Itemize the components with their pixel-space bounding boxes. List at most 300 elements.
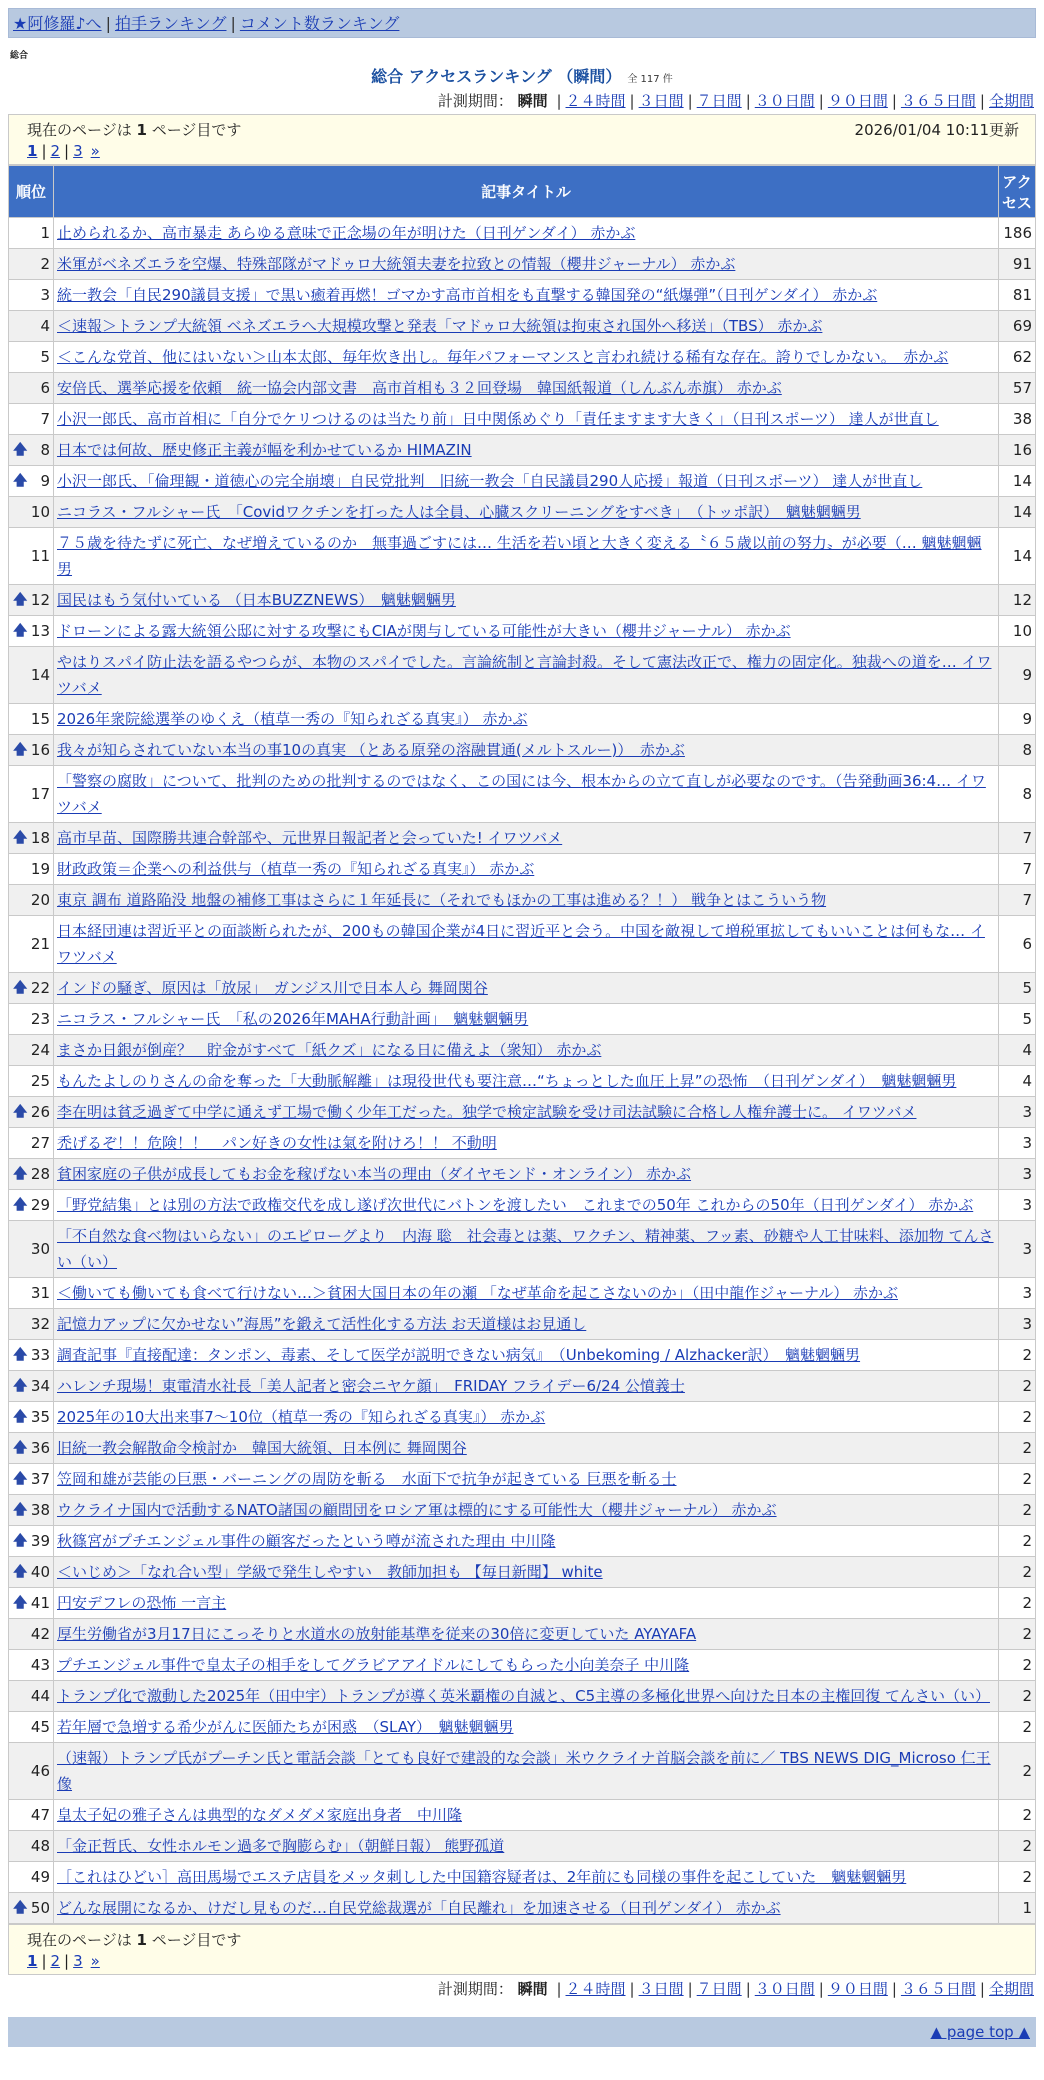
title-cell [54,1588,999,1619]
access-count: 2 [999,1495,1036,1526]
access-count: 2 [999,1681,1036,1712]
title-cell [54,218,999,249]
article-link[interactable]: 円安デフレの恐怖 一言主 [57,1594,227,1612]
rank-cell [9,1221,54,1278]
period-link[interactable]: ９０日間 [827,1980,888,1998]
article-link[interactable]: 貧困家庭の子供が成長してもお金を稼げない本当の理由（ダイヤモンド・オンライン） 赤かぶ [57,1165,692,1183]
home-link[interactable]: ★阿修羅♪へ [13,14,102,33]
up-arrow-icon: 🡅 [13,1502,28,1518]
article-link[interactable]: ハレンチ現場！東電清水社長「美人記者と密会ニヤケ顔」 FRIDAY フライデー6/24 公憤義士 [57,1377,685,1395]
title-cell [54,435,999,466]
up-arrow-icon: 🡅 [13,1564,28,1580]
table-row [9,616,1036,647]
category-label: 総合 [10,51,29,61]
article-link[interactable]: 国民はもう気付いている （日本BUZZNEWS） 魑魅魍魎男 [57,591,456,609]
access-count: 9 [999,704,1036,735]
rank-number: 45 [30,1718,50,1736]
article-link[interactable]: 「警察の腐敗」について、批判のための批判するのではなく、この国には今、根本からの立て直しが必要なのです。（告発動画36:4… イワツバメ [57,772,986,816]
table-row [9,1004,1036,1035]
title-cell [54,1035,999,1066]
period-current: 瞬間 [517,92,548,110]
up-arrow-icon: 🡅 [13,980,28,996]
period-selector-bottom [8,1978,1036,1999]
rank-number: 12 [30,591,50,609]
rank-cell [9,1035,54,1066]
rank-number: 31 [30,1284,50,1302]
up-arrow-icon: 🡅 [13,442,28,458]
top-nav-bar [8,8,1036,38]
title-cell [54,1893,999,1924]
article-link[interactable]: ウクライナ国内で活動するNATO諸国の顧問団をロシア軍は標的にする可能性大（櫻井ジャーナル） 赤かぶ [57,1501,777,1519]
article-link[interactable]: 我々が知らされていない本当の事10の真実 （とある原発の溶融貫通(メルトスルー)） 赤かぶ [57,741,685,759]
table-row [9,311,1036,342]
access-count: 14 [999,497,1036,528]
up-arrow-icon: 🡅 [13,592,28,608]
table-row [9,1893,1036,1924]
period-label: 計測期間： [437,1980,513,1998]
table-row [9,1128,1036,1159]
article-link[interactable]: どんな展開になるか、けだし見ものだ…自民党総裁選が「自民離れ」を加速させる（日刊ゲンダイ） 赤かぶ [57,1899,781,1917]
access-count: 2 [999,1340,1036,1371]
article-link[interactable]: 調査記事『直接配達：タンポン、毒素、そして医学が説明できない病気』 （Unbekoming / Alzhacker訳） 魑魅魍魎男 [57,1346,861,1364]
title-cell [54,616,999,647]
rank-number: 36 [30,1439,50,1457]
rank-number: 43 [30,1656,50,1674]
period-link[interactable]: ３日間 [638,92,684,110]
article-link[interactable]: プチエンジェル事件で皇太子の相手をしてグラビアアイドルにしてもらった小向美奈子 中川隆 [57,1656,690,1674]
title-cell [54,249,999,280]
period-link[interactable]: 全期間 [988,92,1034,110]
page-status: 現在のページは 1 ページ目です [27,120,242,139]
rank-cell [9,1712,54,1743]
rank-cell [9,1066,54,1097]
table-row [9,373,1036,404]
access-count: 2 [999,1712,1036,1743]
title-cell [54,704,999,735]
rank-number: 16 [30,741,50,759]
rank-number: 27 [30,1134,50,1152]
access-count: 2 [999,1464,1036,1495]
up-arrow-icon: 🡅 [13,1166,28,1182]
table-row [9,885,1036,916]
title-cell [54,1097,999,1128]
article-link[interactable]: ニコラス・フルシャー氏 「Covidワクチンを打った人は全員、心臓スクリーニングをすべき」 （トッポ訳） 魑魅魍魎男 [57,503,861,521]
rank-number: 13 [30,622,50,640]
title-cell [54,1712,999,1743]
next-page-link[interactable]: » [90,1952,100,1970]
title-cell [54,885,999,916]
rank-cell [9,218,54,249]
nav-separator: | [230,14,236,33]
next-page-link[interactable]: » [90,142,100,160]
table-row [9,1190,1036,1221]
table-row [9,1800,1036,1831]
page-link-3[interactable]: 3 [73,142,83,160]
rank-number: 38 [30,1501,50,1519]
rank-cell [9,1743,54,1800]
page-separator: | [64,142,70,160]
pager-top [8,114,1036,165]
article-link[interactable]: 東京 調布 道路陥没 地盤の補修工事はさらに１年延長に（それでもほかの工事は進める？！） 戦争とはこういう物 [57,891,827,909]
access-count: 81 [999,280,1036,311]
access-count: 7 [999,823,1036,854]
rank-number: 19 [30,860,50,878]
title-cell [54,1128,999,1159]
table-row [9,1278,1036,1309]
table-row [9,1035,1036,1066]
rank-cell [9,1464,54,1495]
nav-separator: | [105,14,111,33]
article-link[interactable]: 禿げるぞ！！危険！！ パン好きの女性は氣を附けろ！！ 不動明 [57,1134,497,1152]
table-row [9,1650,1036,1681]
article-link[interactable]: ７５歳を待たずに死亡、なぜ増えているのか 無事過ごすには… 生活を若い頃と大きく変える〝６５歳以前の努力〟が必要（… 魑魅魍魎男 [57,534,982,578]
access-count: 4 [999,1035,1036,1066]
bottom-bar [8,2017,1036,2047]
table-row [9,1526,1036,1557]
period-link[interactable]: ３０日間 [754,1980,815,1998]
rank-cell [9,585,54,616]
rank-cell [9,616,54,647]
access-count: 3 [999,1190,1036,1221]
period-link[interactable]: ７日間 [696,1980,742,1998]
title-cell [54,647,999,704]
table-row [9,1712,1036,1743]
period-separator: | [818,92,824,110]
ranking-table [8,165,1036,1924]
article-link[interactable]: 若年層で急増する希少がんに医師たちが困惑 （SLAY） 魑魅魍魎男 [57,1718,514,1736]
title-cell [54,404,999,435]
rank-number: 6 [40,379,50,397]
rank-cell [9,1433,54,1464]
page-link-1[interactable]: 1 [27,1952,38,1970]
table-row [9,404,1036,435]
table-row [9,1221,1036,1278]
rank-number: 7 [40,410,50,428]
article-link[interactable]: ［これはひどい］高田馬場でエステ店員をメッタ刺しした中国籍容疑者は、2年前にも同様の事件を起こしていた 魑魅魍魎男 [57,1868,907,1886]
rank-number: 11 [30,547,50,565]
period-separator: | [556,1980,562,1998]
article-link[interactable]: 秋篠宮がプチエンジェル事件の顧客だったという噂が流された理由 中川隆 [57,1532,556,1550]
article-link[interactable]: まさか日銀が倒産？ 貯金がすべて「紙クズ」になる日に備えよ（衆知） 赤かぶ [57,1041,602,1059]
rank-cell [9,1340,54,1371]
total-count: 全 117 件 [627,74,673,85]
access-count: 6 [999,916,1036,973]
access-count: 2 [999,1557,1036,1588]
rank-number: 44 [30,1687,50,1705]
col-title-header: 記事タイトル [54,166,999,218]
rank-cell [9,1004,54,1035]
article-link[interactable]: 旧統一教会解散命令検討か 韓国大統領、日本例に 舞岡関谷 [57,1439,467,1457]
article-link[interactable]: トランプ化で激動した2025年（田中宇）トランプが導く英米覇権の自滅と、C5主導の多極化世界へ向けた日本の主権回復 てんさい（い） [57,1687,990,1705]
article-link[interactable]: 笠岡和雄が芸能の巨悪・バーニングの周防を斬る 水面下で抗争が起きている 巨悪を斬る士 [57,1470,677,1488]
up-arrow-icon: 🡅 [13,1347,28,1363]
title-cell [54,280,999,311]
access-count: 91 [999,249,1036,280]
rank-cell [9,1588,54,1619]
up-arrow-icon: 🡅 [13,623,28,639]
article-link[interactable]: 記憶力アップに欠かせない”海馬”を鍛えて活性化する方法 お天道様はお見通し [57,1315,587,1333]
access-count: 14 [999,466,1036,497]
page-link-2[interactable]: 2 [50,1952,61,1970]
article-link[interactable]: ＜いじめ＞「なれ合い型」学級で発生しやすい 教師加担も 【毎日新聞】 white [57,1563,603,1581]
title-cell [54,1800,999,1831]
page-separator: | [41,1952,47,1970]
period-link[interactable]: ７日間 [696,92,742,110]
rank-number: 21 [30,935,50,953]
article-link[interactable]: 小沢一郎氏、「倫理観・道徳心の完全崩壊」自民党批判 旧統一教会「自民議員290人応援」報道（日刊スポーツ） 達人が世直し [57,472,923,490]
period-link[interactable]: ２４時間 [565,1980,626,1998]
up-arrow-icon: 🡅 [13,1900,28,1916]
col-rank-header: 順位 [9,166,54,218]
article-link[interactable]: 止められるか、高市暴走 あらゆる意味で正念場の年が明けた（日刊ゲンダイ） 赤かぶ [57,224,636,242]
rank-cell [9,766,54,823]
access-count: 5 [999,973,1036,1004]
ranking-title: 総合 アクセスランキング （瞬間） [371,67,622,86]
article-link[interactable]: ＜こんな党首、他にはいない＞山本太郎、毎年炊き出し。毎年パフォーマンスと言われ続ける稀有な存在。誇りでしかない。 赤かぶ [57,348,949,366]
rank-number: 40 [30,1563,50,1581]
table-row [9,1831,1036,1862]
table-row [9,735,1036,766]
period-link[interactable]: ３日間 [638,1980,684,1998]
rank-number: 46 [30,1762,50,1780]
title-cell [54,1190,999,1221]
access-count: 38 [999,404,1036,435]
rank-number: 18 [30,829,50,847]
table-row [9,704,1036,735]
rank-cell [9,1495,54,1526]
title-cell [54,373,999,404]
rank-cell [9,916,54,973]
period-current: 瞬間 [517,1980,548,1998]
title-cell [54,1402,999,1433]
article-link[interactable]: 厚生労働省が3月17日にこっそりと水道水の放射能基準を従来の30倍に変更していた AYAYAFA [57,1625,697,1643]
table-row [9,766,1036,823]
article-link[interactable]: 日本では何故、歴史修正主義が幅を利かせているか HIMAZIN [57,441,472,459]
rank-cell [9,1526,54,1557]
rank-number: 22 [30,979,50,997]
table-row [9,1066,1036,1097]
article-link[interactable]: 安倍氏、選挙応援を依頼 統一協会内部文書 高市首相も３２回登場 韓国紙報道（しんぶん赤旗） 赤かぶ [57,379,782,397]
access-count: 5 [999,1004,1036,1035]
title-cell [54,854,999,885]
period-link[interactable]: ２４時間 [565,92,626,110]
access-count: 2 [999,1831,1036,1862]
comment-ranking-link[interactable]: コメント数ランキング [239,14,400,33]
page-link-1[interactable]: 1 [27,142,38,160]
title-cell [54,1340,999,1371]
table-row [9,1464,1036,1495]
article-link[interactable]: 日本経団連は習近平との面談断られたが、200もの韓国企業が4日に習近平と会う。中国を敵視して増税軍拡してもいいことは何もな… イワツバメ [57,922,985,966]
article-link[interactable]: ニコラス・フルシャー氏 「私の2026年MAHA行動計画」 魑魅魍魎男 [57,1010,529,1028]
title-cell [54,497,999,528]
rank-number: 8 [40,441,50,459]
title-cell [54,766,999,823]
title-cell [54,1862,999,1893]
access-count: 7 [999,854,1036,885]
rank-number: 34 [30,1377,50,1395]
rank-number: 10 [30,503,50,521]
title-cell [54,1371,999,1402]
article-link[interactable]: やはりスパイ防止法を語るやつらが、本物のスパイでした。言論統制と言論封殺。そして憲法改正で、権力の固定化。独裁への道を… イワツバメ [57,653,992,697]
rank-cell [9,1831,54,1862]
access-count: 10 [999,616,1036,647]
rank-number: 3 [40,286,50,304]
page-title [8,64,1036,87]
title-cell [54,466,999,497]
title-cell [54,311,999,342]
article-link[interactable]: 2025年の10大出来事7～10位（植草一秀の『知られざる真実』） 赤かぶ [57,1408,546,1426]
title-cell [54,1650,999,1681]
rank-number: 49 [30,1868,50,1886]
period-link[interactable]: ３０日間 [754,92,815,110]
table-row [9,466,1036,497]
up-arrow-icon: 🡅 [13,830,28,846]
col-access-header: アクセス [999,166,1036,218]
rank-cell [9,249,54,280]
title-cell [54,528,999,585]
rank-cell [9,1097,54,1128]
page-link-3[interactable]: 3 [73,1952,83,1970]
rank-cell [9,973,54,1004]
page-link-2[interactable]: 2 [50,142,61,160]
article-link[interactable]: ドローンによる露大統領公邸に対する攻撃にもCIAが関与している可能性が大きい（櫻井ジャーナル） 赤かぶ [57,622,791,640]
title-cell [54,823,999,854]
article-link[interactable]: 「野党結集」とは別の方法で政権交代を成し遂げ次世代にバトンを渡したい これまでの50年 これからの50年（日刊ゲンダイ） 赤かぶ [57,1196,974,1214]
page-separator: | [64,1952,70,1970]
period-link[interactable]: ３６５日間 [900,92,976,110]
rank-number: 24 [30,1041,50,1059]
rank-cell [9,1893,54,1924]
access-count: 2 [999,1526,1036,1557]
article-link[interactable]: 皇太子妃の雅子さんは典型的なダメダメ家庭出身者 中川隆 [57,1806,463,1824]
title-cell [54,1526,999,1557]
period-link[interactable]: 全期間 [988,1980,1034,1998]
table-row [9,218,1036,249]
period-separator: | [556,92,562,110]
table-row [9,342,1036,373]
article-link[interactable]: もんたよしのりさんの命を奪った「大動脈解離」は現役世代も要注意…“ちょっとした血圧上昇”の恐怖 （日刊ゲンダイ） 魑魅魍魎男 [57,1072,957,1090]
up-arrow-icon: 🡅 [13,1440,28,1456]
table-row [9,823,1036,854]
rank-cell [9,373,54,404]
period-label: 計測期間： [437,92,513,110]
rank-number: 32 [30,1315,50,1333]
table-row [9,1402,1036,1433]
rank-number: 33 [30,1346,50,1364]
title-cell [54,1221,999,1278]
table-row [9,1159,1036,1190]
rank-cell [9,1159,54,1190]
access-count: 1 [999,1893,1036,1924]
article-link[interactable]: ＜速報＞トランプ大統領 ベネズエラへ大規模攻撃と発表「マドゥロ大統領は拘束され国外へ移送」（TBS） 赤かぶ [57,317,823,335]
title-cell [54,1066,999,1097]
access-count: 8 [999,766,1036,823]
article-link[interactable]: （速報）トランプ氏がプーチン氏と電話会談「とても良好で建設的な会談」米ウクライナ首脳会談を前に／ TBS NEWS DIG_Microso 仁王像 [57,1749,991,1793]
rank-cell [9,823,54,854]
access-count: 57 [999,373,1036,404]
period-separator: | [745,92,751,110]
rank-number: 4 [40,317,50,335]
rank-number: 1 [40,224,50,242]
updated-timestamp: 2026/01/04 10:11更新 [854,120,1019,139]
table-row [9,1495,1036,1526]
rank-cell [9,704,54,735]
rank-cell [9,311,54,342]
rank-number: 50 [30,1899,50,1917]
access-count: 2 [999,1588,1036,1619]
pager-bottom [8,1924,1036,1975]
rank-cell [9,647,54,704]
rank-cell [9,1402,54,1433]
article-link[interactable]: 小沢一郎氏、高市首相に「自分でケリつけるのは当たり前」日中関係めぐり「責任ますます大きく」（日刊スポーツ） 達人が世直し [57,410,939,428]
page-top-link[interactable]: ▲ page top ▲ [930,2023,1030,2041]
rank-cell [9,1862,54,1893]
access-count: 2 [999,1433,1036,1464]
title-cell [54,735,999,766]
period-separator: | [979,1980,985,1998]
rank-cell [9,1278,54,1309]
rank-cell [9,280,54,311]
access-count: 62 [999,342,1036,373]
rank-number: 2 [40,255,50,273]
article-link[interactable]: 高市早苗、国際勝共連合幹部や、元世界日報記者と会っていた! イワツバメ [57,829,563,847]
access-count: 14 [999,528,1036,585]
rank-cell [9,1309,54,1340]
article-link[interactable]: 「不自然な食べ物はいらない」のエピローグより 内海 聡 社会毒とは薬、ワクチン、精神薬、フッ素、砂糖や人工甘味料、添加物 てんさい（い） [57,1227,994,1271]
table-row [9,435,1036,466]
article-link[interactable]: 統一教会「自民290議員支援」で黒い癒着再燃！ゴマかす高市首相をも直撃する韓国発の“紙爆弾”（日刊ゲンダイ） 赤かぶ [57,286,878,304]
page-links [27,1950,1019,1972]
article-link[interactable]: 2026年衆院総選挙のゆくえ（植草一秀の『知られざる真実』） 赤かぶ [57,710,528,728]
table-row [9,585,1036,616]
up-arrow-icon: 🡅 [13,1409,28,1425]
up-arrow-icon: 🡅 [13,742,28,758]
title-cell [54,1619,999,1650]
up-arrow-icon: 🡅 [13,1533,28,1549]
rank-number: 35 [30,1408,50,1426]
table-row [9,1681,1036,1712]
access-count: 3 [999,1159,1036,1190]
period-link[interactable]: ９０日間 [827,92,888,110]
access-count: 3 [999,1221,1036,1278]
access-count: 3 [999,1309,1036,1340]
title-cell [54,1433,999,1464]
article-link[interactable]: 財政政策＝企業への利益供与（植草一秀の『知られざる真実』） 赤かぶ [57,860,535,878]
rank-number: 26 [30,1103,50,1121]
article-link[interactable]: ＜働いても働いても食べて行けない…＞貧困大国日本の年の瀬 「なぜ革命を起こさないのか」（田中龍作ジャーナル） 赤かぶ [57,1284,898,1302]
table-row [9,1588,1036,1619]
period-separator: | [745,1980,751,1998]
title-cell [54,916,999,973]
clap-ranking-link[interactable]: 拍手ランキング [114,14,227,33]
rank-cell [9,528,54,585]
article-link[interactable]: 李在明は貧乏過ぎて中学に通えず工場で働く少年工だった。独学で検定試験を受け司法試験に合格し人権弁護士に。 イワツバメ [57,1103,917,1121]
period-separator: | [891,92,897,110]
access-count: 2 [999,1619,1036,1650]
up-arrow-icon: 🡅 [13,1471,28,1487]
article-link[interactable]: 「金正哲氏、女性ホルモン過多で胸膨らむ」（朝鮮日報） 熊野孤道 [57,1837,505,1855]
rank-number: 15 [30,710,50,728]
period-link[interactable]: ３６５日間 [900,1980,976,1998]
up-arrow-icon: 🡅 [13,1595,28,1611]
table-row [9,1862,1036,1893]
period-separator: | [818,1980,824,1998]
article-link[interactable]: 米軍がベネズエラを空爆、特殊部隊がマドゥロ大統領夫妻を拉致との情報（櫻井ジャーナル） 赤かぶ [57,255,736,273]
article-link[interactable]: インドの騒ぎ、原因は「放尿」 ガンジス川で日本人ら 舞岡関谷 [57,979,488,997]
access-count: 3 [999,1097,1036,1128]
rank-number: 48 [30,1837,50,1855]
period-separator: | [687,92,693,110]
